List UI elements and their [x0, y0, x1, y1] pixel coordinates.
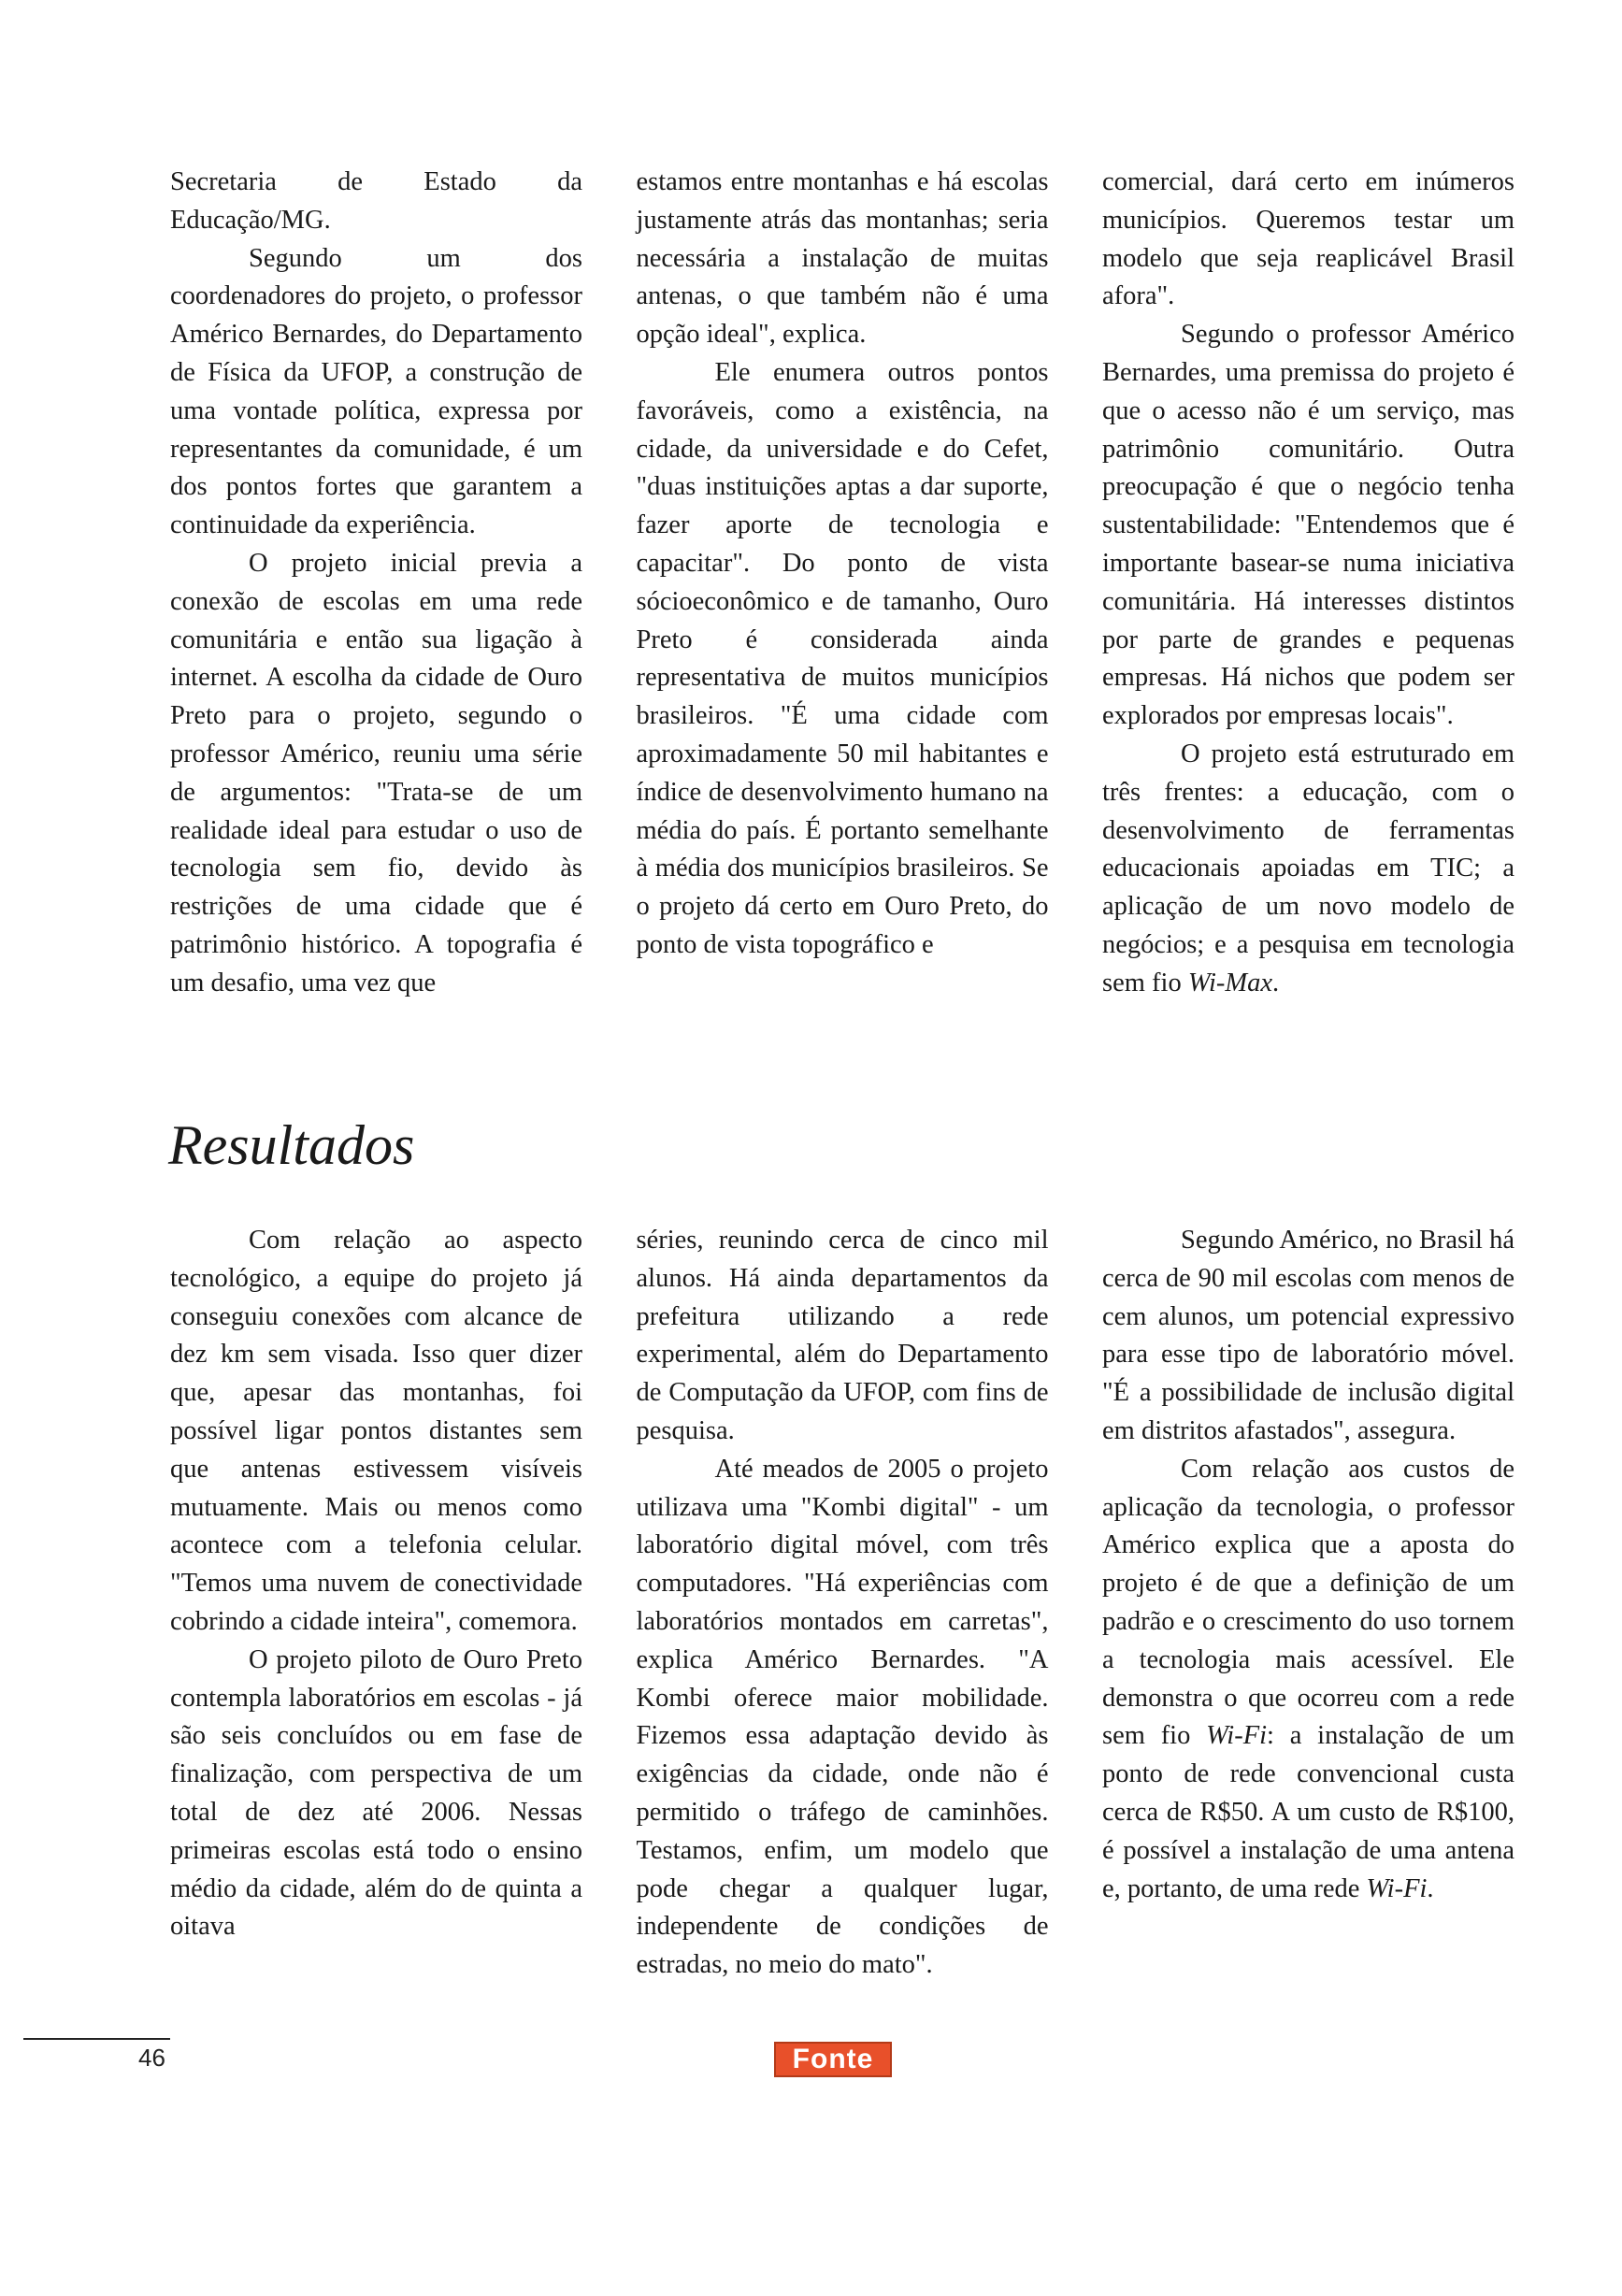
italic-term: Wi-Fi	[1206, 1721, 1268, 1751]
paragraph: estamos entre montanhas e há escolas justamente atrás das montanhas; seria necessária a instalação de muitas antenas, o que também não é uma opção ideal", explica.	[636, 167, 1049, 350]
paragraph: Ele enumera outros pontos favoráveis, como a existência, na cidade, da universidade e do Cefet, "duas instituições aptas a dar suporte, fazer aporte de tecnologia e capacitar". Do ponto de vista sócioeconômico e de tamanho, Ouro Preto é considerada ainda representativa de muitos municípios brasileiros. "É uma cidade com aproximadamente 50 mil habitantes e índice de desenvolvimento humano na média do país. É portanto semelhante à média dos municípios brasileiros. Se o projeto dá certo em Ouro Preto, do ponto de vista topográfico e	[636, 357, 1049, 959]
top-columns	[170, 164, 1514, 1003]
italic-term: Wi-Fi	[1366, 1873, 1428, 1903]
paragraph: O projeto está estruturado em três frentes: a educação, com o desenvolvimento de ferramentas educacionais apoiadas em TIC; a aplicação de um novo modelo de negócios; e a pesquisa em tecnologia sem fio Wi-Max.	[1102, 739, 1514, 997]
paragraph: Com relação aos custos de aplicação da tecnologia, o professor Américo explica que a aposta do projeto é de que a definição de um padrão e o crescimento do uso tornem a tecnologia mais acessível. Ele demonstra o que ocorreu com a rede sem fio Wi-Fi: a instalação de um ponto de rede convencional custa cerca de R$50. A um custo de R$100, é possível a instalação de uma antena e, portanto, de uma rede Wi-Fi.	[1102, 1454, 1514, 1903]
paragraph: Segundo o professor Américo Bernardes, uma premissa do projeto é que o acesso não é um serviço, mas patrimônio comunitário. Outra preocupação é que o negócio tenha sustentabilidade: "Entendemos que é importante basear-se numa iniciativa comunitária. Há interesses distintos por parte de grandes e pequenas empresas. Há nichos que podem ser explorados por empresas locais".	[1102, 320, 1514, 731]
paragraph: Segundo um dos coordenadores do projeto, o professor Américo Bernardes, do Departamento de Física da UFOP, a construção de uma vontade política, expressa por representantes da comunidade, é um dos pontos fortes que garantem a continuidade da experiência.	[170, 243, 582, 540]
column	[170, 164, 582, 1003]
paragraph: O projeto inicial previa a conexão de escolas em uma rede comunitária e então sua ligação à internet. A escolha da cidade de Ouro Preto para o projeto, segundo o professor Américo, reuniu uma série de argumentos: "Trata-se de um realidade ideal para estudar o uso de tecnologia sem fio, devido às restrições de uma cidade que é patrimônio histórico. A topografia é um desafio, uma vez que	[170, 548, 582, 997]
paragraph: O projeto piloto de Ouro Preto contempla laboratórios em escolas - já são seis concluídos ou em fase de finalização, com perspectiva de um total de dez até 2006. Nessas primeiras escolas está todo o ensino médio da cidade, além do de quinta a oitava	[170, 1644, 582, 1942]
page-number: 46	[138, 2044, 165, 2072]
paragraph: séries, reunindo cerca de cinco mil alunos. Há ainda departamentos da prefeitura utilizando a rede experimental, além do Departamento de Computação da UFOP, com fins de pesquisa.	[636, 1226, 1049, 1445]
bottom-columns	[170, 1222, 1514, 1985]
paragraph: Com relação ao aspecto tecnológico, a equipe do projeto já conseguiu conexões com alcance de dez km sem visada. Isso quer dizer que, apesar das montanhas, foi possível ligar pontos distantes sem que antenas estivessem visíveis mutuamente. Mais ou menos como acontece com a telefonia celular. "Temos uma nuvem de conectividade cobrindo a cidade inteira", comemora.	[170, 1226, 582, 1636]
footer-rule	[23, 2038, 170, 2040]
section-heading: Resultados	[168, 1114, 415, 1176]
paragraph: Segundo Américo, no Brasil há cerca de 90 mil escolas com menos de cem alunos, um potencial expressivo para esse tipo de laboratório móvel. "É a possibilidade de inclusão digital em distritos afastados", assegura.	[1102, 1226, 1514, 1445]
column	[1102, 164, 1514, 1003]
column	[637, 164, 1049, 1003]
column	[170, 1222, 582, 1985]
paragraph: comercial, dará certo em inúmeros municípios. Queremos testar um modelo que seja reaplicável Brasil afora".	[1102, 167, 1514, 311]
fonte-logo: Fonte	[774, 2042, 892, 2077]
paragraph: Secretaria de Estado da Educação/MG.	[170, 167, 582, 235]
italic-term: Wi-Max	[1187, 968, 1273, 997]
paragraph: Até meados de 2005 o projeto utilizava uma "Kombi digital" - um laboratório digital móvel, com três computadores. "Há experiências com laboratórios montados em carretas", explica Américo Bernardes. "A Kombi oferece maior mobilidade. Fizemos essa adaptação devido às exigências da cidade, onde não é permitido o tráfego de caminhões. Testamos, enfim, um modelo que pode chegar a qualquer lugar, independente de condições de estradas, no meio do mato".	[636, 1454, 1049, 1980]
column	[1102, 1222, 1514, 1985]
column	[637, 1222, 1049, 1985]
